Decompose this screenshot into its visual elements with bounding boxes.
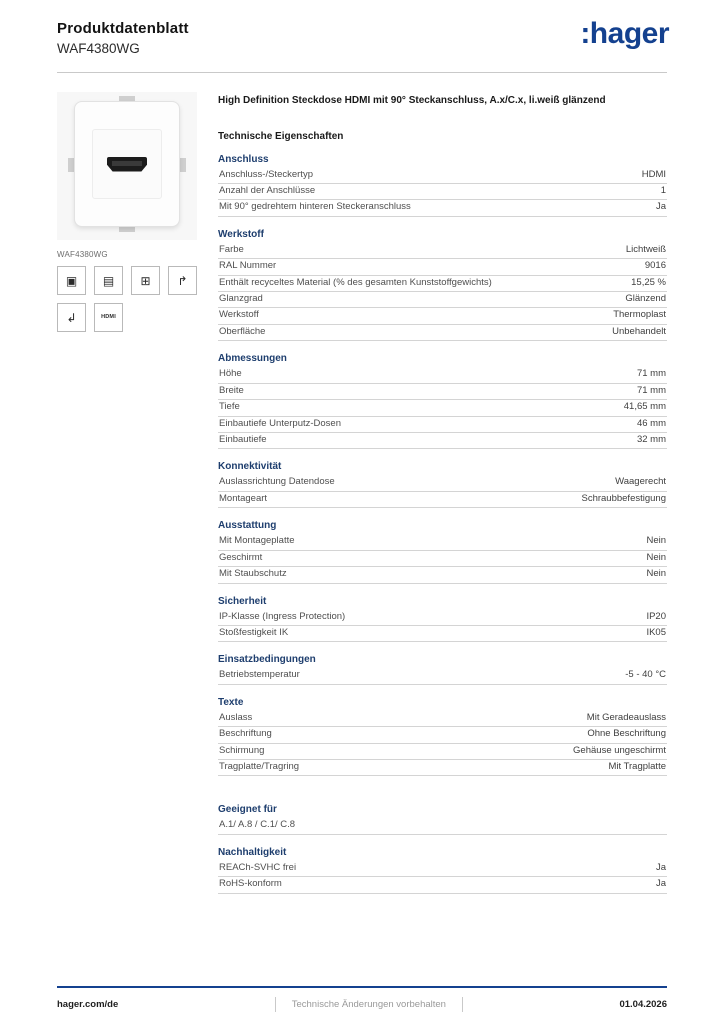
spec-row — [218, 292, 667, 308]
spec-label: RoHS-konform — [219, 878, 282, 890]
spec-label: RAL Nummer — [219, 260, 277, 272]
spec-sections — [218, 154, 667, 894]
spec-row — [218, 184, 667, 200]
spec-label: Tiefe — [219, 401, 240, 413]
spec-row — [218, 475, 667, 491]
hdmi-port-icon — [107, 157, 147, 172]
spec-row — [218, 367, 667, 383]
spec-row — [218, 551, 667, 567]
spec-label: Einbautiefe Unterputz-Dosen — [219, 417, 341, 429]
spec-label: Glanzgrad — [219, 293, 263, 305]
mounting-claw-icon — [179, 158, 186, 172]
product-title: High Definition Steckdose HDMI mit 90° Steckanschluss, A.x/C.x, li.weiß glänzend — [218, 95, 606, 106]
spec-label: Enthält recyceltes Material (% des gesamten Kunststoffgewichts) — [219, 276, 492, 288]
spec-value: 71 mm — [636, 384, 666, 396]
module-insert-icon — [94, 266, 123, 295]
spec-row — [218, 492, 667, 508]
spec-row — [218, 417, 667, 433]
section-heading-konnektivitaet: Konnektivität — [218, 461, 282, 473]
spec-row — [218, 400, 667, 416]
dimensions-icon-glyph: ⊞ — [140, 273, 151, 288]
spec-row — [218, 626, 667, 642]
spec-section-abmessungen — [218, 353, 667, 449]
spec-section-anschluss — [218, 154, 667, 217]
tech-properties-heading: Technische Eigenschaften — [218, 130, 344, 142]
spec-row — [218, 760, 667, 776]
spec-value: 41,65 mm — [623, 401, 666, 413]
spec-value: Nein — [646, 535, 666, 547]
spec-value: Gehäuse ungeschirmt — [573, 744, 666, 756]
spec-label: Breite — [219, 384, 244, 396]
angled-connector-icon-glyph: ↱ — [177, 273, 188, 288]
spec-label: Höhe — [219, 368, 242, 380]
header-divider — [57, 72, 667, 73]
spec-value: 9016 — [644, 260, 666, 272]
spec-value: IK05 — [646, 626, 666, 638]
socket-front-view-icon — [57, 266, 86, 295]
product-photo — [57, 92, 197, 240]
footer-date: 01.04.2026 — [619, 999, 667, 1010]
spec-row — [218, 567, 667, 583]
spec-value: Ja — [655, 878, 666, 890]
spec-value: 71 mm — [636, 368, 666, 380]
spec-label: Tragplatte/Tragring — [219, 761, 300, 773]
spec-label: REACh-SVHC frei — [219, 861, 297, 873]
spec-row — [218, 877, 667, 893]
main-column — [218, 92, 667, 894]
spec-row — [218, 276, 667, 292]
cable-outlet-icon-glyph: ↲ — [66, 310, 77, 325]
spec-row — [218, 861, 667, 877]
spec-value: Mit Tragplatte — [608, 761, 666, 773]
spec-row — [218, 534, 667, 550]
spec-label: Mit 90° gedrehtem hinteren Steckeranschluss — [219, 201, 411, 213]
left-column — [57, 92, 197, 332]
spec-value: IP20 — [646, 610, 666, 622]
spec-label: Anzahl der Anschlüsse — [219, 184, 316, 196]
spec-label: Montageart — [219, 492, 268, 504]
spec-label: Werkstoff — [219, 309, 259, 321]
page-header — [57, 17, 669, 56]
spec-value: Mit Geradeauslass — [586, 711, 666, 723]
product-code: WAF4380WG — [57, 41, 140, 56]
document-title: Produktdatenblatt — [57, 20, 189, 37]
spec-value: 46 mm — [636, 417, 666, 429]
hdmi-interface-icon — [94, 303, 123, 332]
footer-divider — [57, 986, 667, 988]
spec-row — [218, 384, 667, 400]
content-area — [57, 92, 667, 894]
section-heading-geeignet-fuer: Geeignet für — [218, 804, 277, 816]
spec-section-geeignet-fuer — [218, 804, 667, 834]
spec-label: Oberfläche — [219, 325, 266, 337]
spec-value: Lichtweiß — [625, 243, 666, 255]
spec-row — [218, 610, 667, 626]
spec-row — [218, 259, 667, 275]
spec-label: Betriebstemperatur — [219, 669, 300, 681]
spec-value: Nein — [646, 551, 666, 563]
cable-outlet-icon — [57, 303, 86, 332]
icon-grid — [57, 266, 197, 332]
spec-section-nachhaltigkeit — [218, 847, 667, 894]
section-heading-nachhaltigkeit: Nachhaltigkeit — [218, 846, 287, 858]
spec-value: Thermoplast — [613, 309, 666, 321]
hager-logo: :hager — [580, 17, 669, 50]
page-footer — [57, 997, 667, 1012]
spec-row — [218, 325, 667, 341]
spec-section-ausstattung — [218, 520, 667, 583]
header-titles — [57, 20, 189, 56]
spec-value: -5 - 40 °C — [625, 669, 666, 681]
section-heading-abmessungen: Abmessungen — [218, 353, 287, 365]
spec-row — [218, 818, 667, 834]
socket-front-view-icon-glyph: ▣ — [65, 273, 78, 288]
spec-row — [218, 744, 667, 760]
spec-value: 15,25 % — [631, 276, 666, 288]
footer-notice: Technische Änderungen vorbehalten — [275, 997, 463, 1012]
spec-value: Unbehandelt — [612, 325, 666, 337]
spec-row — [218, 168, 667, 184]
spec-label: Mit Staubschutz — [219, 568, 287, 580]
spec-value: Ohne Beschriftung — [587, 728, 666, 740]
socket-module — [92, 129, 162, 199]
spec-label: Auslassrichtung Datendose — [219, 476, 335, 488]
image-caption: WAF4380WG — [57, 250, 108, 259]
spec-row — [218, 308, 667, 324]
spec-label: Einbautiefe — [219, 433, 267, 445]
spec-label: Schirmung — [219, 744, 265, 756]
spec-value: HDMI — [641, 168, 666, 180]
section-heading-texte: Texte — [218, 696, 244, 708]
spec-row — [218, 668, 667, 684]
section-heading-sicherheit: Sicherheit — [218, 595, 267, 607]
spec-label: IP-Klasse (Ingress Protection) — [219, 610, 346, 622]
spec-row — [218, 200, 667, 216]
spec-label: Farbe — [219, 243, 244, 255]
spec-value: Ja — [655, 861, 666, 873]
spec-row — [218, 433, 667, 449]
spec-label: Stoßfestigkeit IK — [219, 626, 289, 638]
spec-value: Waagerecht — [615, 476, 666, 488]
socket-faceplate — [74, 101, 180, 227]
section-heading-ausstattung: Ausstattung — [218, 520, 277, 532]
section-heading-anschluss: Anschluss — [218, 153, 269, 165]
spec-value: Ja — [655, 201, 666, 213]
spec-label: Geschirmt — [219, 551, 263, 563]
spec-label: Anschluss-/Steckertyp — [219, 168, 313, 180]
hdmi-interface-icon-glyph: HDMI — [101, 313, 116, 320]
spec-section-texte — [218, 697, 667, 777]
section-heading-einsatzbedingungen: Einsatzbedingungen — [218, 654, 316, 666]
spec-value: 1 — [660, 184, 666, 196]
spec-value: Nein — [646, 568, 666, 580]
spec-row — [218, 711, 667, 727]
angled-connector-icon — [168, 266, 197, 295]
spec-value: Schraubbefestigung — [581, 492, 666, 504]
spec-value: Glänzend — [625, 293, 666, 305]
spec-section-sicherheit — [218, 596, 667, 643]
spec-row — [218, 243, 667, 259]
module-insert-icon-glyph: ▤ — [102, 273, 115, 288]
spec-value: 32 mm — [636, 433, 666, 445]
spec-label: Auslass — [219, 711, 253, 723]
spec-row — [218, 727, 667, 743]
dimensions-icon — [131, 266, 160, 295]
spec-label: A.1/ A.8 / C.1/ C.8 — [219, 819, 296, 831]
spec-label: Beschriftung — [219, 728, 272, 740]
footer-website: hager.com/de — [57, 999, 119, 1010]
spec-section-werkstoff — [218, 229, 667, 342]
section-heading-werkstoff: Werkstoff — [218, 228, 264, 240]
spec-section-konnektivitaet — [218, 461, 667, 508]
spec-label: Mit Montageplatte — [219, 535, 295, 547]
spec-section-einsatzbedingungen — [218, 654, 667, 684]
